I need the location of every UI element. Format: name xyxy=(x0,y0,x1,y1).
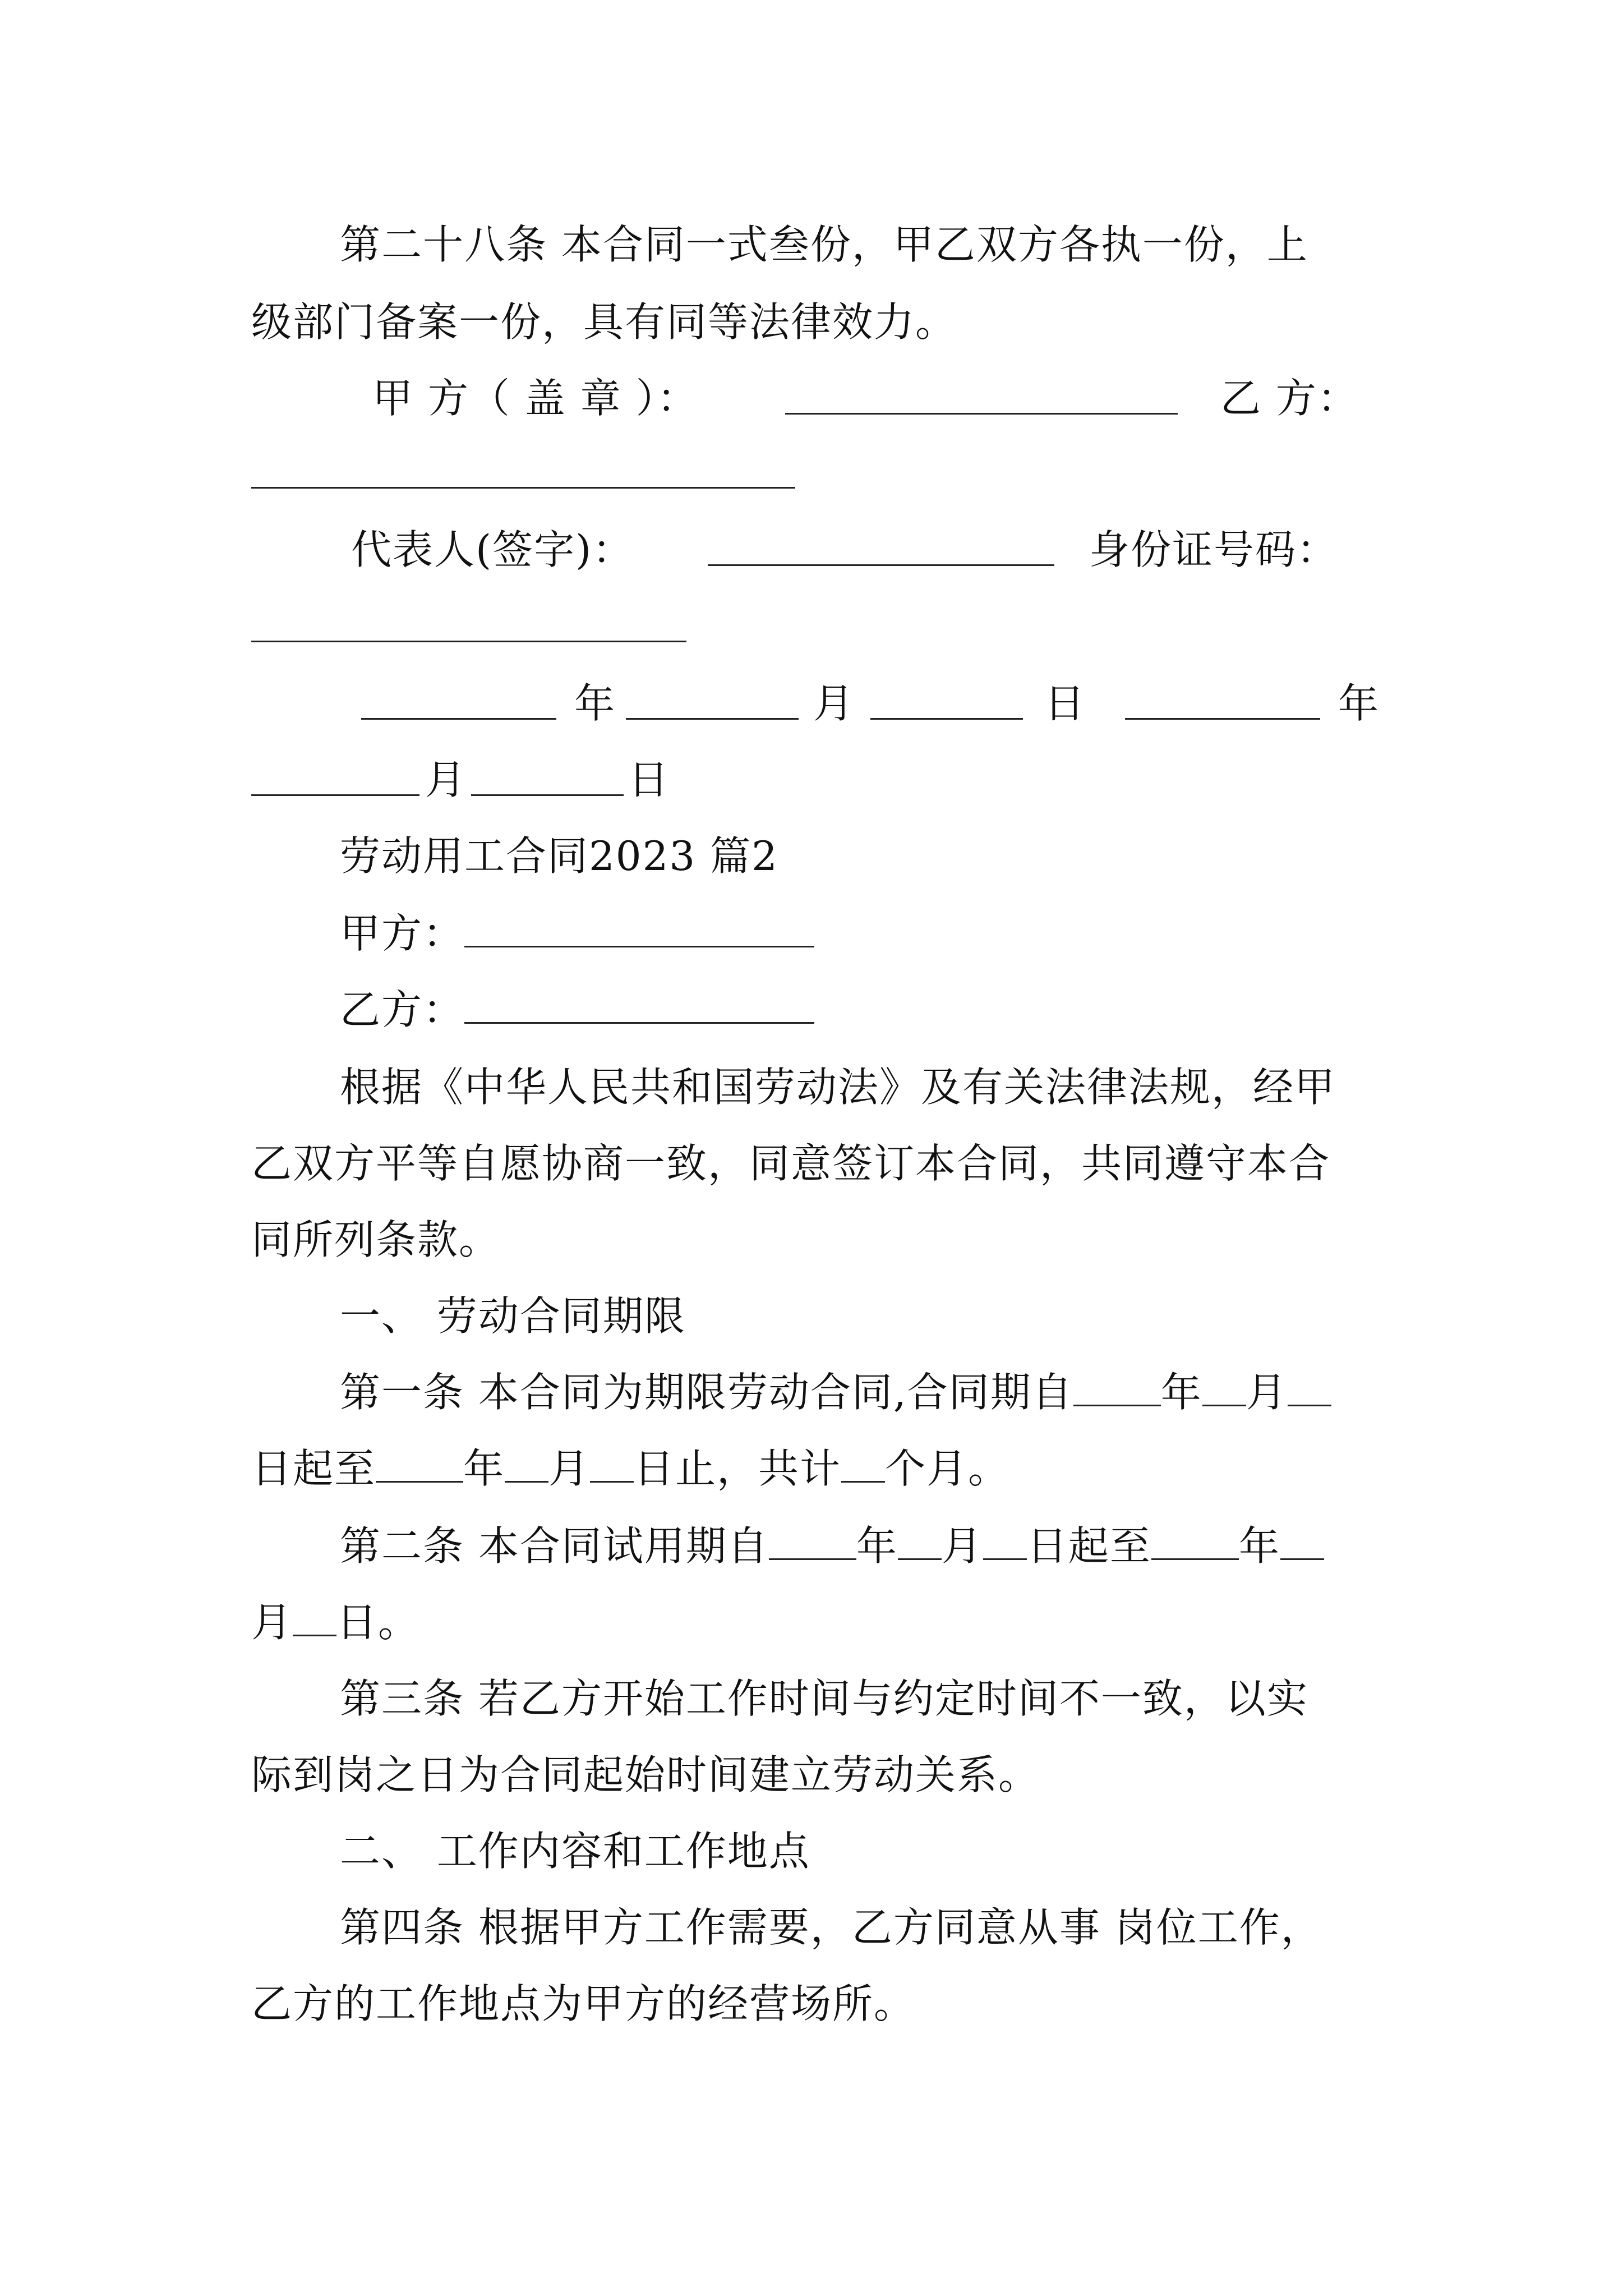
day-blank-a[interactable] xyxy=(870,684,1023,720)
party-a-label: 甲方： xyxy=(340,910,465,957)
a2-year2-blank[interactable] xyxy=(1151,1525,1239,1560)
party-b-label-2: 乙方： xyxy=(340,986,465,1033)
party-b-line xyxy=(340,985,1382,1034)
party-a-line xyxy=(340,909,1382,958)
party-b-blank[interactable] xyxy=(251,487,795,489)
article-1-line-1: 第一条 本合同为期限劳动合同,合同期自 年 月 xyxy=(340,1368,1382,1417)
a1-months-blank[interactable] xyxy=(841,1447,885,1483)
date-line-1 xyxy=(251,679,1382,728)
preamble-line-2: 乙双方平等自愿协商一致，同意签订本合同，共同遵守本合 xyxy=(251,1140,1331,1187)
party-a-seal-blank[interactable] xyxy=(785,379,1178,415)
section-title: 劳动用工合同2023 篇2 xyxy=(340,832,778,880)
year-label-a: 年 xyxy=(574,680,616,727)
a2-year-blank[interactable] xyxy=(769,1525,856,1560)
month-label-b: 月 xyxy=(425,756,467,803)
heading-work-content: 二、 工作内容和工作地点 xyxy=(340,1828,810,1875)
signature-party-line xyxy=(251,374,1382,423)
article-4-line-2: 乙方的工作地点为甲方的经营场所。 xyxy=(251,1980,916,2027)
id-number-blank[interactable] xyxy=(251,641,686,642)
article-28-line-1: 第二十八条 本合同一式叁份，甲乙双方各执一份，上 xyxy=(340,221,1308,268)
year-blank-a[interactable] xyxy=(361,684,556,720)
a1-day-blank[interactable] xyxy=(1288,1371,1331,1406)
a1-day2-blank[interactable] xyxy=(590,1447,634,1483)
id-number-label: 身份证号码： xyxy=(1089,526,1339,573)
rep-sign-label: 代表人(签字)： xyxy=(351,526,634,573)
a1-year-blank[interactable] xyxy=(1073,1371,1161,1406)
signature-rep-line xyxy=(251,525,1382,574)
date-line-2 xyxy=(251,755,1382,804)
day-label-a: 日 xyxy=(1044,680,1086,727)
a1-month2-blank[interactable] xyxy=(505,1447,548,1483)
month-label-a: 月 xyxy=(813,680,855,727)
a2-month-blank[interactable] xyxy=(898,1525,942,1560)
a2-day2-blank[interactable] xyxy=(293,1601,336,1636)
year-blank-b[interactable] xyxy=(1125,684,1320,720)
article-28-line-2: 级部门备案一份，具有同等法律效力。 xyxy=(251,298,957,346)
article-2-line-1: 第二条 本合同试用期自 年 月 日起至 年 xyxy=(340,1521,1382,1571)
year-label-b: 年 xyxy=(1338,680,1380,727)
article-3-line-1: 第三条 若乙方开始工作时间与约定时间不一致，以实 xyxy=(340,1675,1308,1722)
day-label-b: 日 xyxy=(628,756,670,803)
preamble-line-1: 根据《中华人民共和国劳动法》及有关法律法规，经甲 xyxy=(340,1064,1336,1111)
party-a-seal-label: 甲 方（ 盖 章 ）： xyxy=(372,375,699,422)
article-2-line-2: 月 日。 xyxy=(251,1599,420,1646)
party-a-blank[interactable] xyxy=(464,912,814,947)
article-4-line-1: 第四条 根据甲方工作需要，乙方同意从事 岗位工作， xyxy=(340,1904,1322,1951)
heading-contract-term: 一、 劳动合同期限 xyxy=(340,1292,686,1340)
preamble-line-3: 同所列条款。 xyxy=(251,1216,501,1263)
a2-day-blank[interactable] xyxy=(983,1525,1027,1560)
article-1-line-2: 日起至 年 月 日止，共计 个月。 xyxy=(251,1445,1010,1492)
article-3-line-2: 际到岗之日为合同起始时间建立劳动关系。 xyxy=(251,1751,1040,1798)
a1-year2-blank[interactable] xyxy=(376,1447,463,1483)
day-blank-b[interactable] xyxy=(471,761,624,796)
a2-month2-blank[interactable] xyxy=(1280,1525,1324,1560)
month-blank-b[interactable] xyxy=(251,761,419,796)
a1-month-blank[interactable] xyxy=(1202,1371,1246,1406)
party-b-label: 乙 方： xyxy=(1220,375,1359,422)
month-blank-a[interactable] xyxy=(626,684,799,720)
rep-sign-blank[interactable] xyxy=(708,531,1054,566)
party-b-blank-2[interactable] xyxy=(464,988,814,1024)
